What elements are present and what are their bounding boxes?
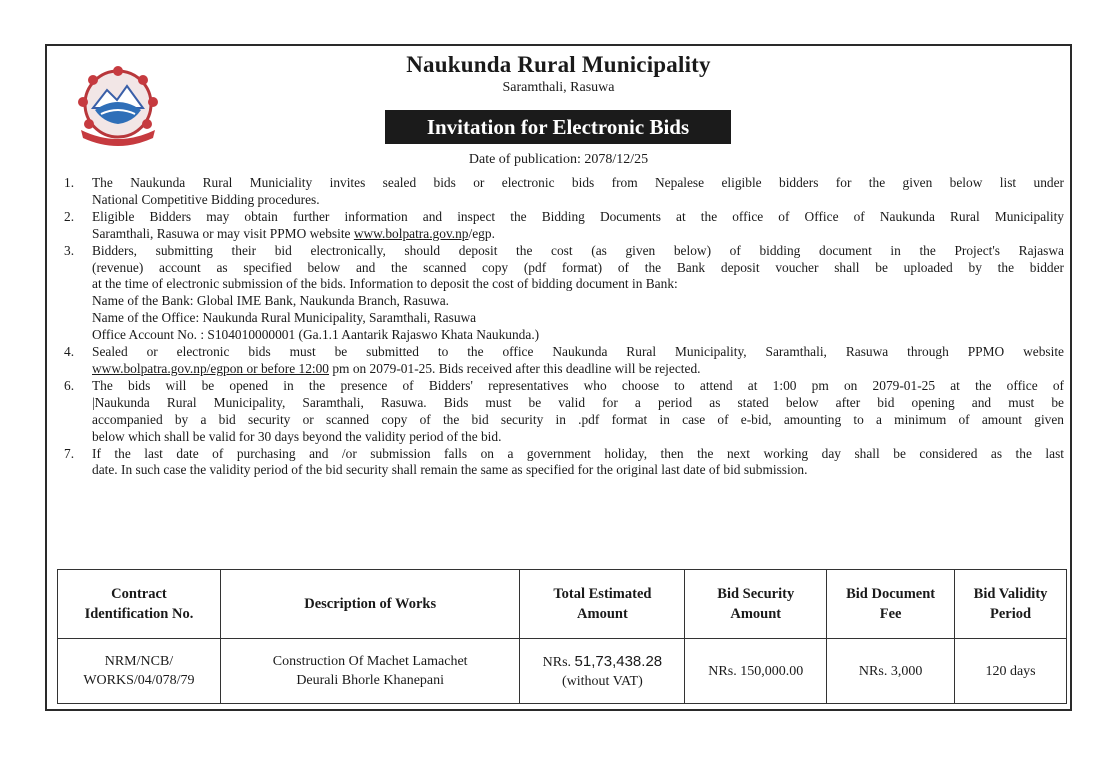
cell-description: Construction Of Machet Lamachet Deurali Bhorle Khanepani (220, 639, 520, 704)
office-account-no: Office Account No. : S104010000001 (Ga.1.1 Aantarik Rajaswo Khata Naukunda.) (92, 327, 540, 343)
item-number: 3. (64, 242, 75, 258)
item-number: 7. (64, 445, 75, 461)
item-line: at the time of electronic submission of the bids. Information to deposit the cost of bidding document in Bank: (92, 276, 678, 292)
bid-details-table (57, 569, 1067, 704)
header-contract-id: Contract Identification No. (58, 570, 221, 639)
header-document-fee: Bid Document Fee (827, 570, 955, 639)
table-row (58, 639, 1067, 704)
notice-item (64, 175, 1064, 209)
cell-document-fee: NRs. 3,000 (827, 639, 955, 704)
municipality-title: Naukunda Rural Municipality (406, 52, 711, 77)
cell-bid-security: NRs. 150,000.00 (685, 639, 827, 704)
ppmo-website-link[interactable]: www.bolpatra.gov.np (353, 225, 469, 241)
notice-items (64, 175, 1064, 479)
item-line: Eligible Bidders may obtain further information and inspect the Bidding Documents at the office of Office of Naukunda Rural Municipality (92, 208, 1064, 224)
publication-date: Date of publication: 2078/12/25 (468, 152, 649, 167)
item-line: date. In such case the validity period of the bid security shall remain the same as specified for the original last date of bid submission. (92, 462, 808, 478)
bank-name: Name of the Bank: Global IME Bank, Naukunda Branch, Rasuwa. (92, 293, 449, 309)
egp-submission-link[interactable]: www.bolpatra.gov.np/egpon or before 12:00 (92, 360, 330, 376)
item-line: Sealed or electronic bids must be submitted to the office Naukunda Rural Municipality, Saramthali, Rasuwa through PPMO website (92, 344, 1064, 360)
item-line: |Naukunda Rural Municipality, Saramthali, Rasuwa. Bids must be valid for a period as stated below after bid opening and must be (92, 394, 1064, 410)
item-number: 6. (64, 377, 75, 393)
notice-item (64, 209, 1064, 243)
item-number: 4. (64, 344, 75, 360)
header-total-amount: Total Estimated Amount (520, 570, 685, 639)
item-line: below which shall be valid for 30 days beyond the validity period of the bid. (92, 428, 502, 444)
item-line: pm on 2079-01-25. Bids received after this deadline will be rejected. (329, 360, 701, 376)
item-line: If the last date of purchasing and /or submission falls on a government holiday, then the next working day shall be considered as the last (92, 445, 1064, 461)
item-line: /egp. (468, 225, 495, 241)
invitation-banner: Invitation for Electronic Bids (385, 110, 731, 144)
notice-item (64, 243, 1064, 344)
notice-item (64, 378, 1064, 446)
item-number: 2. (64, 208, 75, 224)
header-description: Description of Works (220, 570, 520, 639)
table-header-row (58, 570, 1067, 639)
cell-validity-period: 120 days (955, 639, 1067, 704)
item-line: The bids will be opened in the presence of Bidders' representatives who choose to attend at 1:00 pm on 2079-01-25 at the office of (92, 377, 1064, 393)
item-number: 1. (64, 175, 75, 190)
item-line: Bidders, submitting their bid electronically, should deposit the cost (as given below) of bidding document in the Project's Rajaswa (92, 242, 1064, 258)
header-validity-period: Bid Validity Period (955, 570, 1067, 639)
office-name: Name of the Office: Naukunda Rural Municipality, Saramthali, Rasuwa (92, 310, 477, 326)
amount-value: 51,73,438.28 (574, 652, 663, 670)
header-bid-security: Bid Security Amount (685, 570, 827, 639)
item-line: accompanied by a bid security or scanned copy of the bid security in .pdf format in case of e-bid, amounting to a minimum of amount given (92, 411, 1064, 427)
cell-contract-id: NRM/NCB/ WORKS/04/078/79 (58, 639, 221, 704)
notice-item (64, 344, 1064, 378)
cell-total-amount: NRs. 51,73,438.28 (without VAT) (520, 639, 685, 704)
item-line: Saramthali, Rasuwa or may visit PPMO website (92, 225, 354, 241)
item-line: (revenue) account as specified below and the scanned copy (pdf format) of the Bank deposit voucher shall be uploaded by the bidder (92, 259, 1064, 275)
municipality-address: Saramthali, Rasuwa (502, 80, 615, 95)
item-line: National Competitive Bidding procedures. (92, 191, 320, 207)
notice-item (64, 446, 1064, 480)
item-line: The Naukunda Rural Municiality invites sealed bids or electronic bids from Nepalese eligible bidders for the given below list under (92, 175, 1064, 190)
